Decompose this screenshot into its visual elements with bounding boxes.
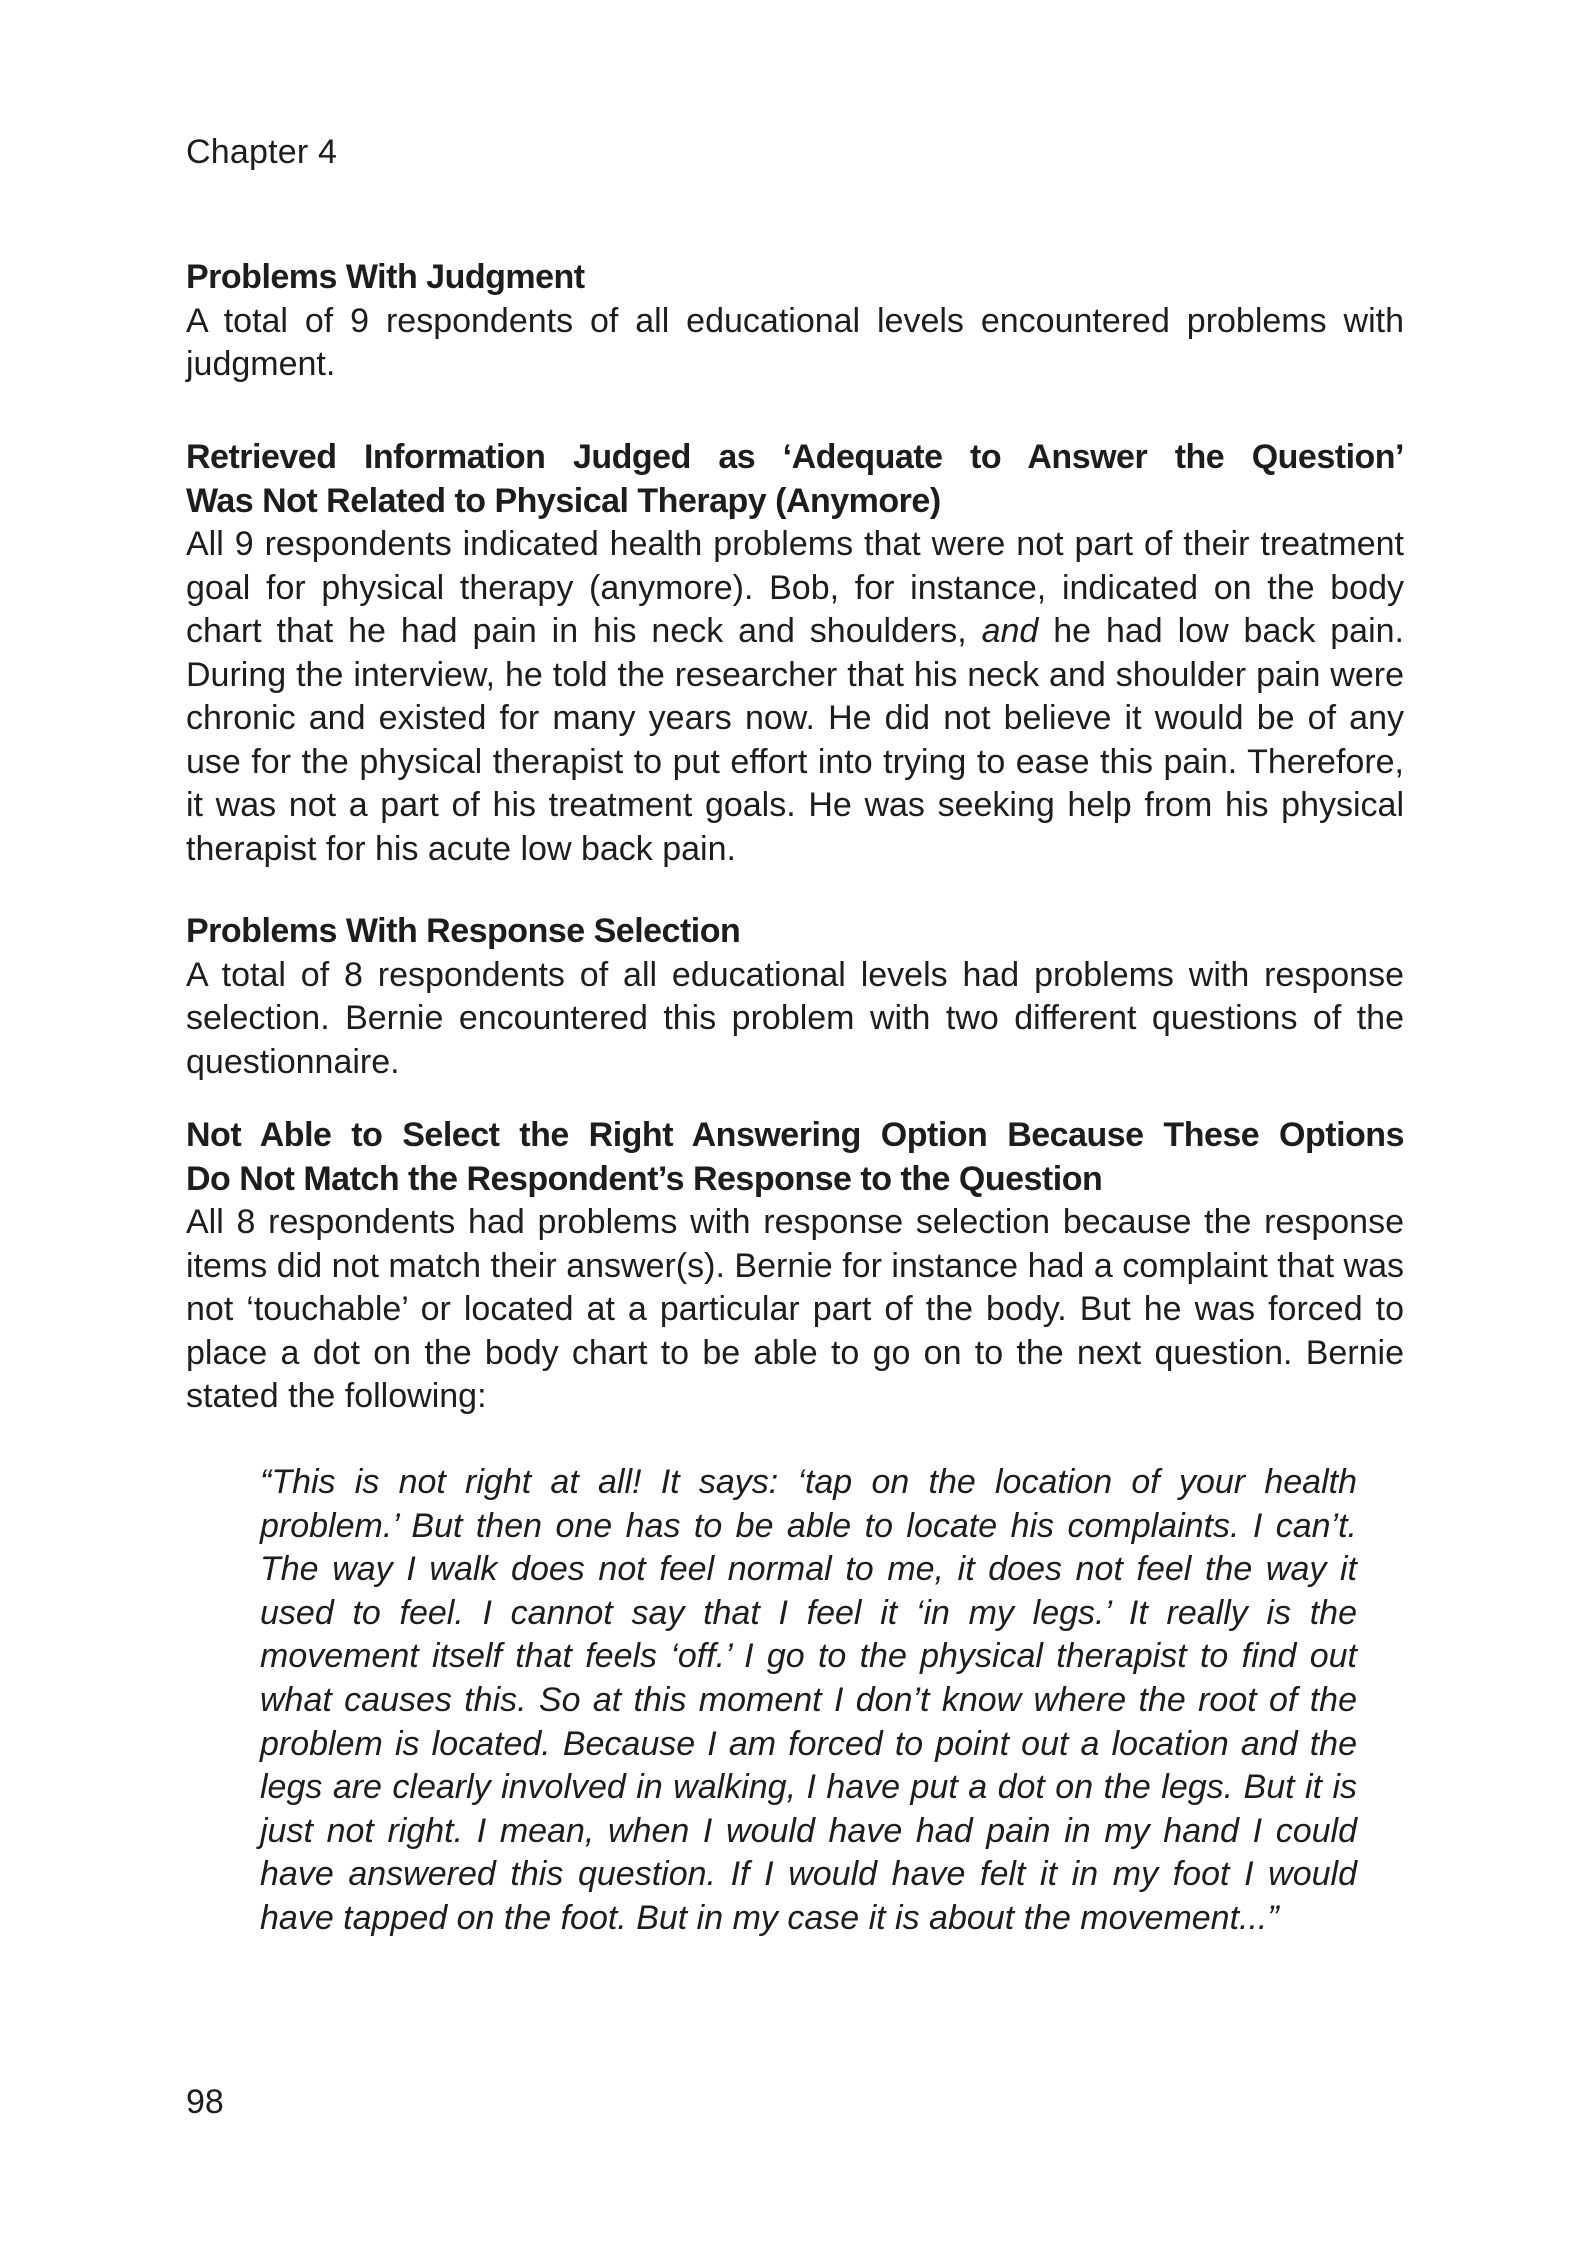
section-problems-with-response-selection bbox=[186, 910, 1404, 1084]
page-number: 98 bbox=[186, 2083, 224, 2121]
section-not-able-to-select bbox=[186, 1114, 1404, 1419]
section-paragraph: A total of 8 respondents of all educational levels had problems with response selection. Bernie encountered this problem with two different questions of the questionnaire. bbox=[186, 955, 1404, 1081]
paragraph-italic-word: and bbox=[981, 612, 1039, 650]
section-heading-line-2: Do Not Match the Respondent’s Response to the Question bbox=[186, 1159, 1103, 1198]
section-paragraph: All 8 respondents had problems with response selection because the response items did not match their answer(s). Bernie for instance had a complaint that was not ‘touchable’ or located at a particular part of the body. But he was forced to place a dot on the body chart to be able to go on to the next question. Bernie stated the following: bbox=[186, 1203, 1404, 1415]
section-heading: Problems With Response Selection bbox=[186, 912, 741, 950]
section-heading: Problems With Judgment bbox=[186, 258, 585, 296]
section-paragraph bbox=[186, 523, 1404, 871]
paragraph-text: All 9 respondents indicated health problems that were not part of their treatment goal for physical therapy (anymore). Bob, for instance, indicated on the body chart that he had pain in his neck and shoulders, bbox=[186, 525, 1404, 650]
section-problems-with-judgment bbox=[186, 256, 1404, 387]
paragraph-text: he had low back pain. During the interview, he told the researcher that his neck and shoulder pain were chronic and existed for many years now. He did not believe it would be of any use for the physical therapist to put effort into trying to ease this pain. Therefore, it was not a part of his treatment goals. He was seeking help from his physical therapist for his acute low back pain. bbox=[186, 612, 1404, 868]
section-heading-line-1: Retrieved Information Judged as ‘Adequate to Answer the Question’ bbox=[186, 438, 1404, 476]
running-header: Chapter 4 bbox=[186, 133, 338, 171]
section-paragraph: A total of 9 respondents of all educational levels encountered problems with judgment. bbox=[186, 301, 1404, 383]
section-retrieved-information bbox=[186, 436, 1404, 871]
section-heading-line-2: Was Not Related to Physical Therapy (Anymore) bbox=[186, 481, 941, 520]
block-quote: “This is not right at all! It says: ‘tap on the location of your health problem.’ But then one has to be able to locate his complaints. I can’t. The way I walk does not feel normal to me, it does not feel the way it used to feel. I cannot say that I feel it ‘in my legs.’ It really is the movement itself that feels ‘off.’ I go to the physical therapist to find out what causes this. So at this moment I don’t know where the root of the problem is located. Because I am forced to point out a location and the legs are clearly involved in walking, I have put a dot on the legs. But it is just not right. I mean, when I would have had pain in my hand I could have answered this question. If I would have felt it in my foot I would have tapped on the foot. But in my case it is about the movement...” bbox=[260, 1463, 1357, 1937]
section-heading-line-1: Not Able to Select the Right Answering Option Because These Options bbox=[186, 1116, 1404, 1154]
